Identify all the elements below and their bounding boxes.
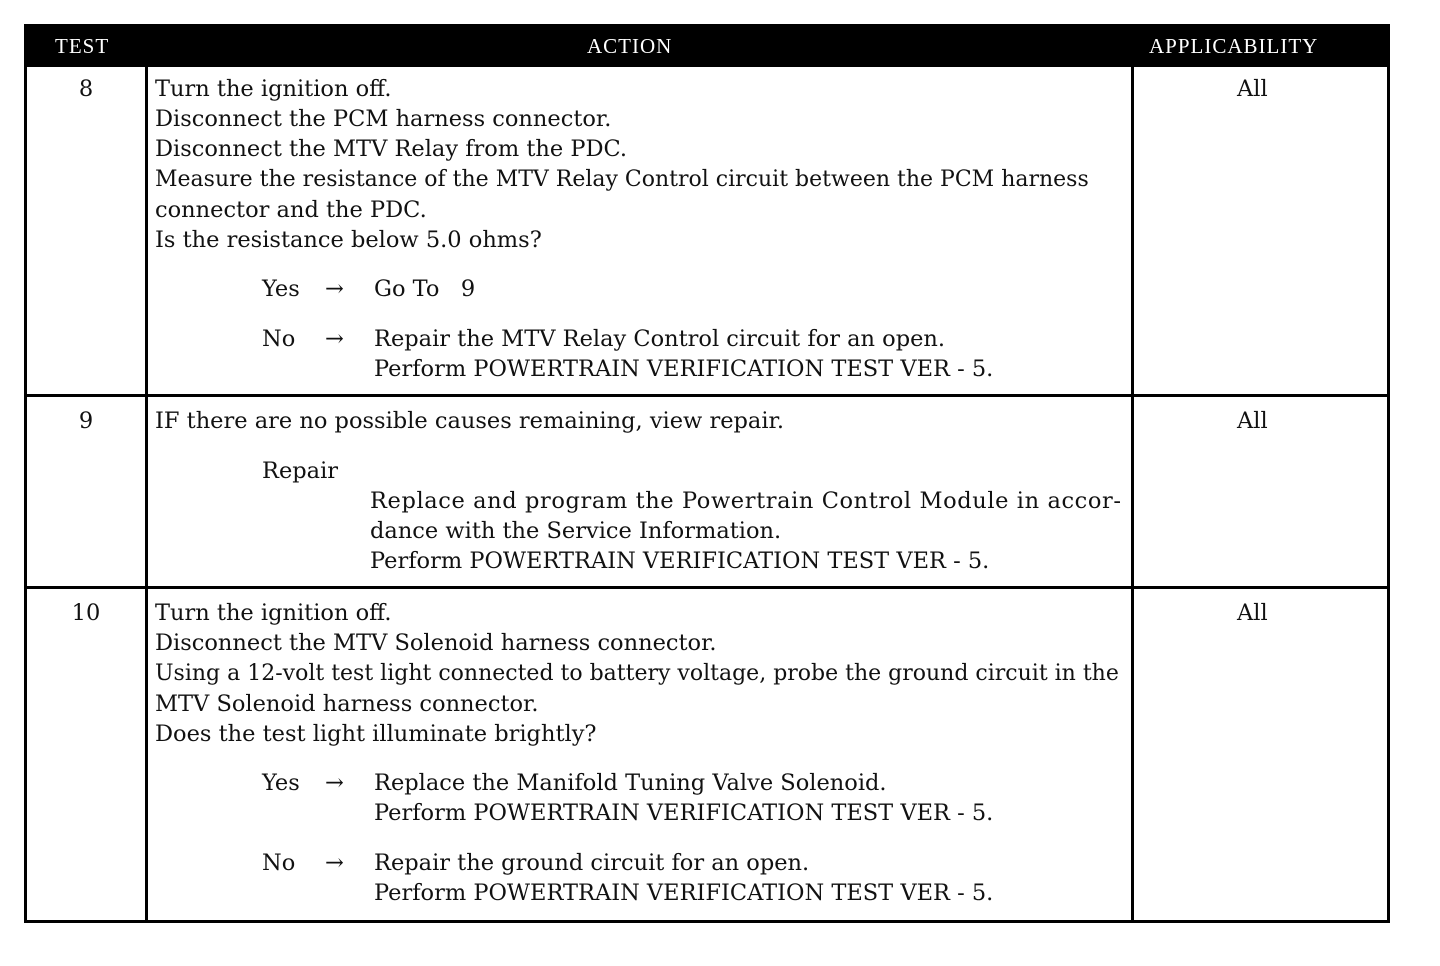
applicability-value: All — [1237, 600, 1268, 626]
test-number: 9 — [78, 408, 94, 434]
step-text: MTV Solenoid harness connector. — [155, 691, 539, 717]
repair-label: Repair — [262, 458, 339, 484]
no-result: Perform POWERTRAIN VERIFICATION TEST VER - 5. — [374, 880, 994, 906]
applicability-value: All — [1237, 76, 1268, 102]
step-text: Disconnect the MTV Relay from the PDC. — [155, 136, 628, 162]
yes-label: Yes — [262, 770, 300, 796]
step-text: Disconnect the PCM harness connector. — [155, 106, 612, 132]
applicability-value: All — [1237, 408, 1268, 434]
no-result: Perform POWERTRAIN VERIFICATION TEST VER - 5. — [374, 356, 994, 382]
test-number: 10 — [71, 600, 101, 626]
arrow-icon: → — [325, 276, 344, 302]
yes-result: Replace the Manifold Tuning Valve Solenoid. — [374, 770, 887, 796]
arrow-icon: → — [325, 326, 344, 352]
repair-text: dance with the Service Information. — [370, 518, 782, 544]
no-result: Repair the ground circuit for an open. — [374, 850, 810, 876]
step-text: connector and the PDC. — [155, 197, 427, 223]
column-divider — [1131, 67, 1134, 920]
test-number: 8 — [78, 76, 94, 102]
arrow-icon: → — [325, 770, 344, 796]
step-text: Disconnect the MTV Solenoid harness connector. — [155, 630, 717, 656]
row-divider — [27, 586, 1387, 589]
yes-result: Perform POWERTRAIN VERIFICATION TEST VER - 5. — [374, 800, 994, 826]
step-text: Measure the resistance of the MTV Relay Control circuit between the PCM harness — [155, 167, 1089, 192]
step-text: Does the test light illuminate brightly? — [155, 721, 597, 747]
header-applicability: APPLICABILITY — [1149, 34, 1319, 58]
row-divider — [27, 394, 1387, 397]
step-text: Is the resistance below 5.0 ohms? — [155, 227, 542, 253]
column-divider — [145, 67, 148, 920]
yes-result: Go To 9 — [374, 276, 476, 302]
repair-text: Perform POWERTRAIN VERIFICATION TEST VER - 5. — [370, 548, 990, 574]
repair-text: Replace and program the Powertrain Control Module in accor- — [370, 488, 1122, 514]
header-test: TEST — [55, 34, 110, 58]
diagnostic-table — [24, 24, 1390, 923]
arrow-icon: → — [325, 850, 344, 876]
step-text: Turn the ignition off. — [155, 600, 392, 626]
step-text: IF there are no possible causes remaining, view repair. — [155, 408, 784, 434]
step-text: Turn the ignition off. — [155, 76, 392, 102]
table-header — [27, 27, 1387, 67]
no-label: No — [262, 850, 296, 876]
no-result: Repair the MTV Relay Control circuit for an open. — [374, 326, 946, 352]
no-label: No — [262, 326, 296, 352]
header-action: ACTION — [587, 34, 673, 58]
yes-label: Yes — [262, 276, 300, 302]
step-text: Using a 12-volt test light connected to battery voltage, probe the ground circuit in the — [155, 661, 1119, 686]
